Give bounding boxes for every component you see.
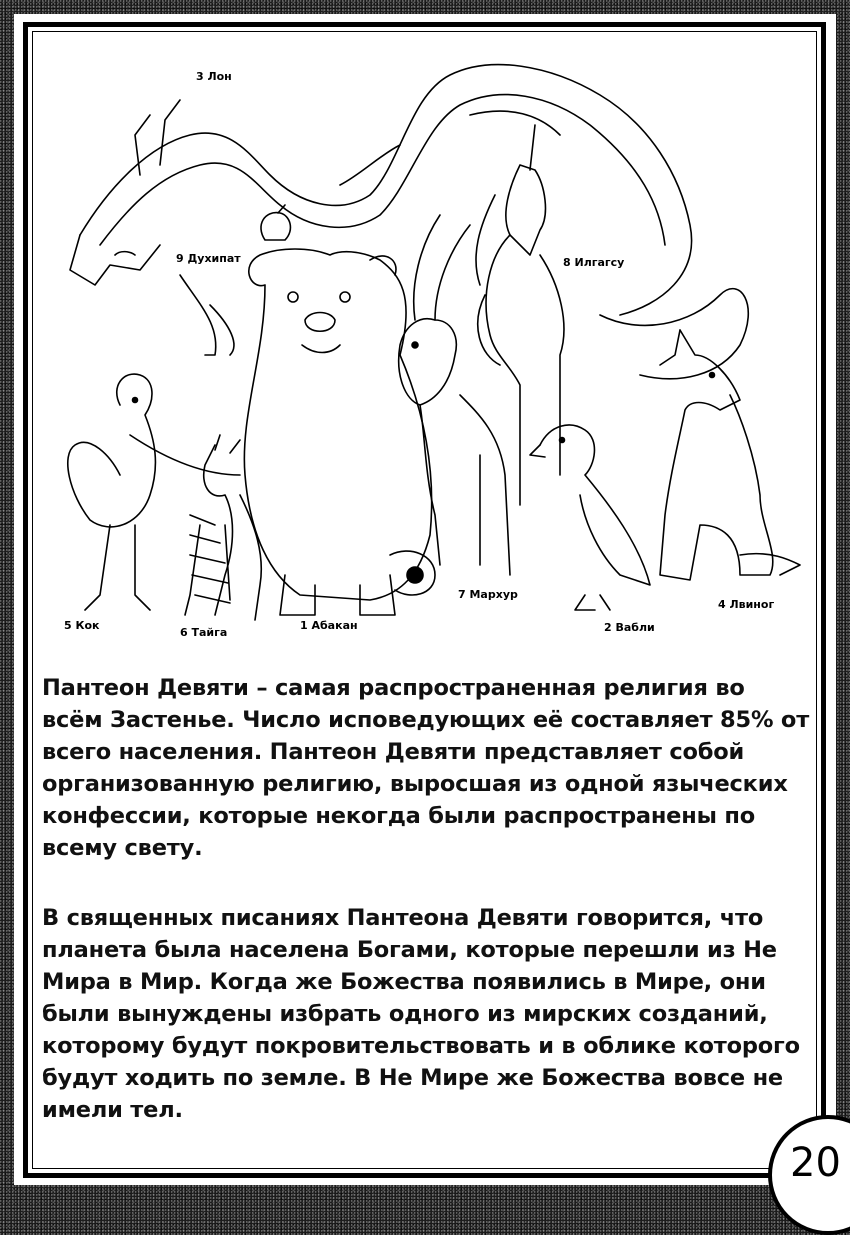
label-abakan: 1 Абакан xyxy=(300,619,358,632)
dragon-drawing xyxy=(70,65,748,379)
wolf-drawing xyxy=(660,330,800,580)
label-duhipat: 9 Духипат xyxy=(176,252,241,265)
rooster-drawing xyxy=(68,374,240,610)
unicorn-drawing xyxy=(476,125,564,505)
label-lvinog: 4 Лвиног xyxy=(718,598,775,611)
striped-cat-drawing xyxy=(185,435,261,620)
label-lon: 3 Лон xyxy=(196,70,232,83)
paragraph-1: Пантеон Девяти – самая распространенная религия во всём Застенье. Число исповедующих её составляет 85% от всего населения. Пантеон Девяти представляет собой организованную религию, выросшая из одной языческих конфессии, которые некогда были распространены по всему свету. xyxy=(42,675,810,861)
paragraph-2: В священных писаниях Пантеона Девяти говорится, что планета была населена Богами, которые перешли из Не Мира в Мир. Когда же Божества появились в Мире, они были вынуждены избрать одного из мирских созданий, которому будут покровительствовать и в облике которого будут ходить по земле. В Не Мире же Божества вовсе не имели тел. xyxy=(42,905,800,1123)
pantheon-illustration xyxy=(40,55,810,655)
label-taiga: 6 Тайга xyxy=(180,626,228,639)
label-vabli: 2 Вабли xyxy=(604,621,655,634)
label-kok: 5 Кок xyxy=(64,619,100,632)
label-ilgagsu: 8 Илгагсу xyxy=(563,256,625,269)
eagle-drawing xyxy=(530,425,650,610)
bear-drawing xyxy=(244,249,435,615)
label-marhur: 7 Мархур xyxy=(458,588,518,601)
page-number: 20 xyxy=(790,1140,841,1186)
